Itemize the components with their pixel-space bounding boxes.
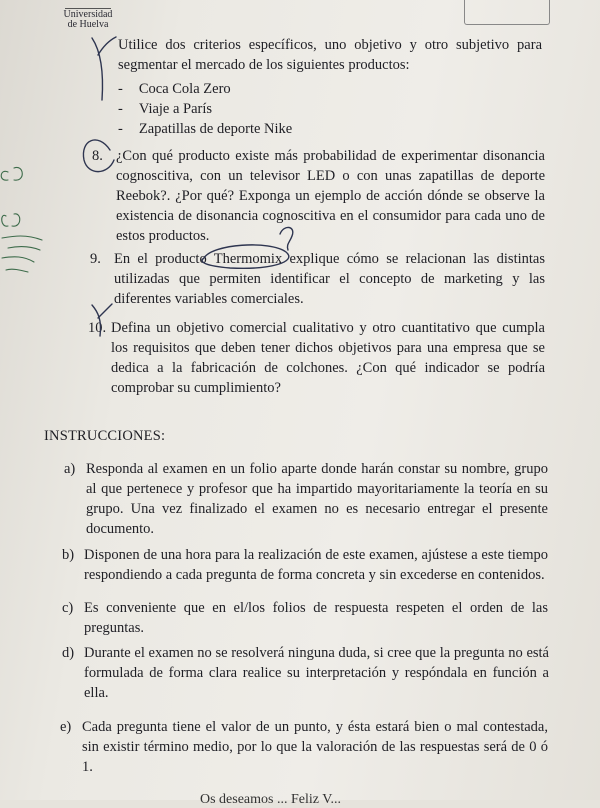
instruction-e-letter: e) (60, 719, 72, 735)
logo-crest-icon (65, 0, 111, 9)
question-10-text: Defina un objetivo comercial cualitativo y otro cuantitativo que cumpla los requisitos que deben tener dichos objetivos para una empresa que se dedica a la fabricación de colchones. ¿Con qué indicador se podría comprobar su cumplimiento? (111, 320, 545, 396)
question-7-text: Utilice dos criterios específicos, uno objetivo y otro subjetivo para segmentar el mercado de los siguientes productos: (118, 37, 542, 73)
question-9-text: En el producto Thermomix explique cómo se relacionan las distintas utilizadas que permiten identificar el concepto de marketing y las diferentes variables comerciales. (114, 251, 545, 307)
instruction-c-letter: c) (62, 600, 74, 616)
product-bullet-2: - Viaje a París (118, 101, 213, 117)
question-8-number: 8. (92, 148, 103, 164)
instruction-a-letter: a) (64, 461, 76, 477)
instruction-e-text: Cada pregunta tiene el valor de un punto, y ésta estará bien o mal contestada, sin existir término medio, por lo que la valoración de las respuestas será de 0 ó 1. (82, 719, 548, 775)
footer-partial-text: Os deseamos ... Feliz V... (200, 792, 342, 807)
product-bullet-3: - Zapatillas de deporte Nike (118, 121, 293, 137)
university-logo (58, 0, 118, 30)
instruction-c-text: Es conveniente que en el/los folios de respuesta respeten el orden de las preguntas. (84, 600, 548, 636)
logo-line2: de Huelva (67, 19, 109, 30)
instruction-b-text: Disponen de una hora para la realización de este examen, ajústese a este tiempo respondiendo a cada pregunta de forma concreta y sin excederse en contenidos. (84, 547, 548, 583)
instruction-d-letter: d) (62, 645, 75, 661)
question-8-text: ¿Con qué producto existe más probabilidad de experimentar disonancia cognoscitiva, con un televisor LED o con unas zapatillas de deporte Reebok?. ¿Por qué? Exponga un ejemplo de acción dónde se observe la existencia de disonancia cognoscitiva en el consumidor para cada uno de estos productos. (116, 148, 545, 244)
logo-line1: Universidad (63, 9, 113, 20)
margin-scrawl-green (1, 167, 42, 272)
instructions-heading: INSTRUCCIONES: (44, 428, 166, 444)
instruction-b-letter: b) (62, 547, 75, 563)
instruction-a-text: Responda al examen en un folio aparte donde harán constar su nombre, grupo al que pertenece y profesor que ha impartido mayoritariamente la teoría en su grupo. Una vez finalizado el examen no es necesario entregar el presente documento. (86, 461, 548, 537)
question-9-number: 9. (90, 251, 101, 267)
instruction-d-text: Durante el examen no se resolverá ninguna duda, si cree que la pregunta no está formulada de forma clara realice su interpretación y respóndala en función a ella. (84, 645, 549, 701)
check-mark-q7 (92, 37, 116, 100)
question-10-number: 10. (88, 320, 107, 336)
product-bullet-1: - Coca Cola Zero (118, 81, 231, 97)
department-stamp (464, 0, 550, 25)
